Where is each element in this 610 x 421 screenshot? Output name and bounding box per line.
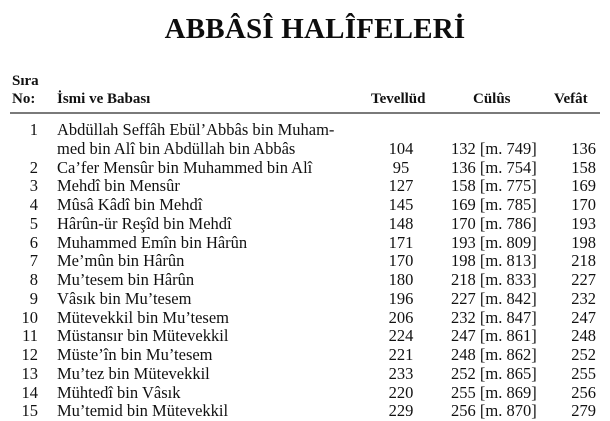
row-number: 14: [21, 382, 38, 402]
row-vefat: 255: [571, 363, 596, 383]
row-vefat: 170: [571, 195, 596, 214]
row-name: Muhammed Emîn bin Hârûn: [57, 232, 248, 252]
row-name: Hârûn-ür Reşîd bin Mehdî: [57, 213, 232, 233]
row-name: Müstansır bin Mütevekkil: [57, 326, 229, 346]
row-vefat: 198: [571, 232, 596, 252]
row-tevellud: 148: [388, 213, 414, 233]
table-row: [0, 309, 610, 328]
row-vefat: 169: [571, 176, 596, 196]
table-row: [0, 215, 610, 234]
row-culus: 169 [m. 785]: [451, 195, 537, 214]
row-tevellud: 233: [388, 363, 414, 383]
table-row: [0, 402, 610, 421]
table-row: [0, 159, 610, 178]
row-vefat: 136: [571, 138, 596, 158]
row-number: 8: [29, 270, 38, 289]
row-name-line-1: Abdüllah Seffâh Ebül’Abbâs bin Muham-: [57, 120, 335, 139]
row-tevellud: 229: [388, 401, 414, 421]
row-tevellud: 170: [388, 251, 414, 271]
row-tevellud: 180: [388, 270, 414, 289]
table-row: [0, 271, 610, 290]
row-name: [57, 121, 334, 159]
row-name: Mu’tez bin Mütevekkil: [57, 363, 210, 383]
row-vefat: 247: [571, 307, 596, 327]
table-row: [0, 365, 610, 384]
header-sira: Sıra: [12, 73, 39, 89]
row-name: Müste’în bin Mu’tesem: [57, 345, 213, 364]
row-tevellud: 104: [388, 138, 414, 158]
row-culus: 158 [m. 775]: [451, 176, 537, 196]
row-tevellud: 221: [388, 345, 414, 364]
row-number: 11: [22, 326, 38, 346]
row-number: 3: [29, 176, 38, 196]
row-number: 4: [29, 195, 38, 214]
row-number: 15: [21, 401, 38, 421]
row-culus: 136 [m. 754]: [451, 157, 537, 177]
table-row: [0, 290, 610, 309]
row-culus: 132 [m. 749]: [451, 138, 537, 158]
table-row: [0, 327, 610, 346]
header-culus: Cülûs: [473, 91, 511, 107]
header-no: No:: [12, 91, 36, 107]
row-number: 5: [29, 213, 38, 233]
row-culus: 232 [m. 847]: [451, 307, 537, 327]
row-vefat: 248: [571, 326, 596, 346]
row-vefat: 279: [571, 401, 596, 421]
table-row: [0, 384, 610, 403]
row-number: 10: [21, 307, 38, 327]
row-vefat: 218: [571, 251, 596, 271]
row-culus: 198 [m. 813]: [451, 251, 537, 271]
row-tevellud: 95: [392, 157, 410, 177]
row-number: 9: [29, 288, 38, 308]
header-vefat: Vefât: [554, 91, 588, 107]
row-name: Ca’fer Mensûr bin Muhammed bin Alî: [57, 157, 313, 177]
row-vefat: 158: [571, 157, 596, 177]
header-name: İsmi ve Babası: [57, 91, 151, 107]
row-culus: 248 [m. 862]: [451, 345, 537, 364]
row-culus: 256 [m. 870]: [451, 401, 537, 421]
row-vefat: 193: [571, 213, 596, 233]
table-row: [0, 196, 610, 215]
row-tevellud: 206: [388, 307, 414, 327]
row-culus: 247 [m. 861]: [451, 326, 537, 346]
row-name: Mu’tesem bin Hârûn: [57, 270, 195, 289]
row-number: 13: [21, 363, 38, 383]
row-name: Vâsık bin Mu’tesem: [57, 288, 192, 308]
row-number: 7: [29, 251, 38, 271]
row-vefat: 256: [571, 382, 596, 402]
row-culus: 193 [m. 809]: [451, 232, 537, 252]
row-tevellud: 145: [388, 195, 414, 214]
row-name: Mûsâ Kâdî bin Mehdî: [57, 195, 203, 214]
table-row: [0, 252, 610, 271]
row-tevellud: 171: [388, 232, 414, 252]
row-number: 1: [29, 120, 38, 139]
row-vefat: 252: [571, 345, 596, 364]
row-tevellud: 224: [388, 326, 414, 346]
row-name: Mu’temid bin Mütevekkil: [57, 401, 229, 421]
caliphs-table-body: [0, 121, 610, 421]
table-row: [0, 346, 610, 365]
table-row: [0, 234, 610, 253]
page-title: ABBÂSÎ HALÎFELERİ: [164, 13, 466, 45]
row-tevellud: 127: [388, 176, 414, 196]
row-tevellud: 196: [388, 288, 414, 308]
row-culus: 170 [m. 786]: [451, 213, 537, 233]
row-name: Mühtedî bin Vâsık: [57, 382, 181, 402]
row-culus: 218 [m. 833]: [451, 270, 537, 289]
header-rule: [10, 112, 600, 114]
row-number: 6: [29, 232, 38, 252]
header-tevellud: Tevellüd: [371, 91, 426, 107]
row-name-line-2: med bin Alî bin Abdüllah bin Abbâs: [57, 138, 296, 158]
table-row: [0, 177, 610, 196]
row-name: Mütevekkil bin Mu’tesem: [57, 307, 230, 327]
row-name: Mehdî bin Mensûr: [57, 176, 180, 196]
table-row: [0, 121, 610, 159]
row-culus: 252 [m. 865]: [451, 363, 537, 383]
row-culus: 227 [m. 842]: [451, 288, 537, 308]
row-name: Me’mûn bin Hârûn: [57, 251, 185, 271]
row-tevellud: 220: [388, 382, 414, 402]
row-culus: 255 [m. 869]: [451, 382, 537, 402]
row-vefat: 227: [571, 270, 596, 289]
row-number: 2: [29, 157, 38, 177]
row-number: 12: [21, 345, 38, 364]
row-vefat: 232: [571, 288, 596, 308]
